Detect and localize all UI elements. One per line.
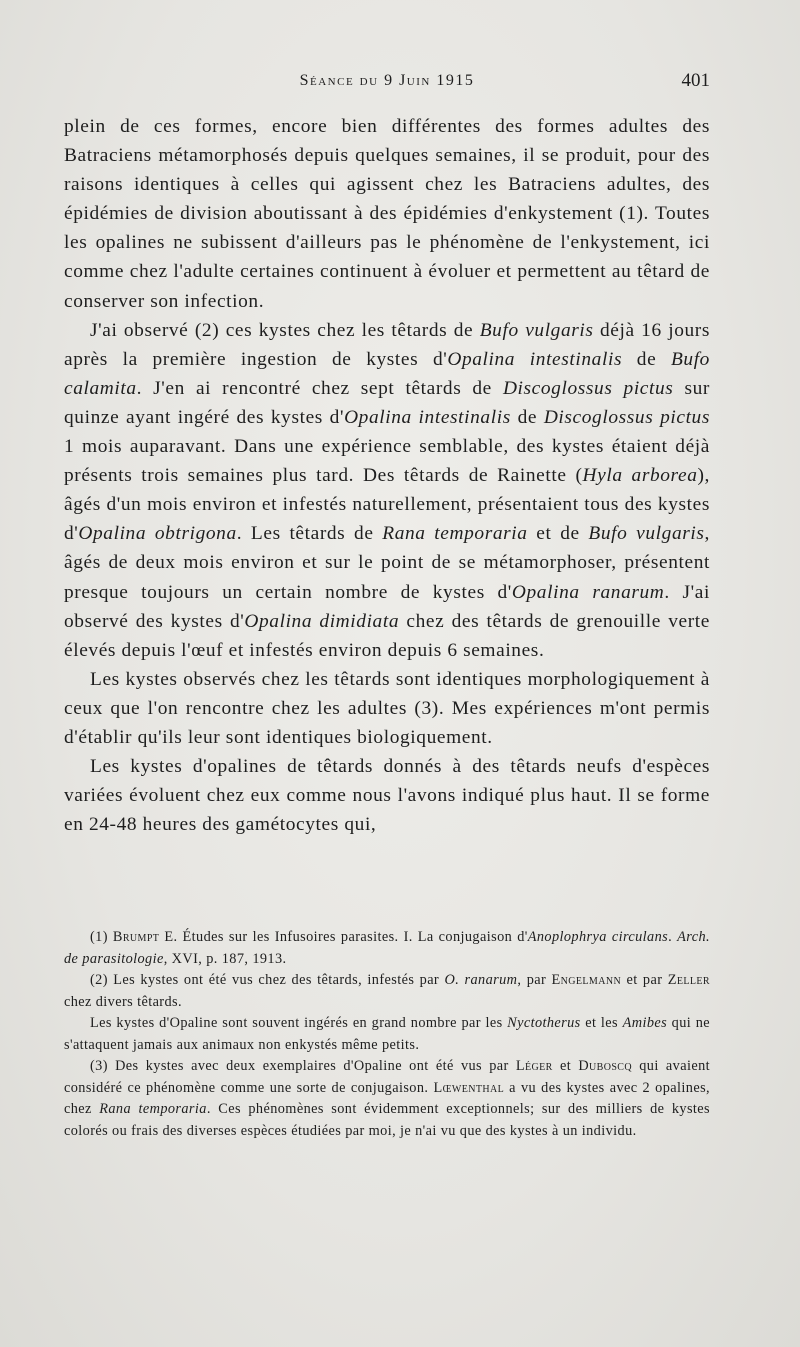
text-run: Les kystes d'opalines de têtards donnés à des têtards neufs d'espèces variées évoluent chez eux comme nous l'avons indiqué plus haut. Il se forme en 24-48 heures des gamétocytes qui, (64, 756, 710, 836)
footnote-2 (64, 970, 710, 1013)
text-run: qui avaient considéré ce phénomène comme une sorte de conjugaison. (64, 1058, 710, 1096)
paragraph-3 (64, 665, 710, 752)
species-name: Opalina intestinalis (344, 406, 511, 428)
species-name: O. ranarum (444, 972, 518, 988)
species-name: Rana temporaria (382, 523, 528, 545)
text-run: E. Études sur les Infusoires parasites. I. La conjugaison d' (159, 929, 528, 945)
text-run: et (552, 1058, 579, 1074)
species-name: Opalina ranarum (511, 581, 665, 603)
text-run: de (510, 406, 544, 428)
text-run: chez des têtards de grenouille verte élevés depuis l'œuf et infestés environ depuis 6 semaines. (64, 610, 710, 661)
footnote-3 (64, 1056, 710, 1142)
text-run: 1 mois auparavant. Dans une expérience semblable, des kystes étaient déjà présents trois semaines plus tard. Des têtards de Rainette ( (64, 436, 710, 487)
page-number: 401 (681, 70, 710, 91)
text-run: . J'ai observé des kystes d' (64, 581, 710, 632)
text-run: qui ne s'attaquent jamais aux animaux non enkystés même petits. (64, 1015, 711, 1053)
text-run: et les (580, 1015, 623, 1031)
species-name: Bufo vulgaris (479, 319, 594, 341)
text-run: (1) (90, 929, 113, 945)
journal-title: Arch. de parasitologie (64, 929, 710, 967)
footnotes (64, 927, 710, 1142)
species-name: Bufo vulgaris (588, 523, 705, 545)
text-run: . Ces phénomènes sont évidemment exceptionnels; sur des milliers de kystes colorés ou frais des diverses espèces étudiées par moi, je n'ai vu que des kystes à un individu. (64, 1101, 710, 1139)
text-run: , âgés de deux mois environ et sur le point de se métamorphoser, présentent presque toujours un certain nombre de kystes d' (64, 523, 710, 603)
text-run: J'ai observé (2) ces kystes chez les têtards de (90, 319, 480, 341)
text-run: (2) Les kystes ont été vus chez des têtards, infestés par (90, 972, 445, 988)
footnote-2-continued (64, 1013, 710, 1056)
text-run: . Les têtards de (236, 523, 383, 545)
author-name: Duboscq (578, 1058, 633, 1074)
text-run: et de (527, 523, 589, 545)
text-run: déjà 16 jours après la première ingestion de kystes d' (64, 319, 710, 370)
author-name: Léger (515, 1058, 553, 1074)
text-run: Les kystes observés chez les têtards sont identiques morphologiquement à ceux que l'on rencontre chez les adultes (3). Mes expériences m'ont permis d'établir qu'ils leur sont identiques biologiquement. (64, 668, 710, 748)
species-name: Bufo calamita (64, 348, 710, 399)
species-name: Rana temporaria (99, 1101, 207, 1117)
genus-name: Nyctotherus (507, 1015, 581, 1031)
paragraph-1 (64, 112, 710, 316)
text-run: de (622, 348, 671, 370)
text-run: chez divers têtards. (64, 993, 182, 1010)
text-run: et par (621, 972, 668, 988)
species-name: Discoglossus pictus (502, 377, 674, 399)
text-run: ), âgés d'un mois environ et infestés naturellement, présentaient tous des kystes d' (64, 465, 711, 545)
paragraph-4 (64, 752, 710, 839)
text-run: . (668, 929, 678, 945)
species-name: Opalina obtrigona (78, 523, 237, 545)
text-run: Les kystes d'Opaline sont souvent ingérés en grand nombre par les (90, 1015, 508, 1031)
text-run: plein de ces formes, encore bien différentes des formes adultes des Batraciens métamorphosés depuis quelques semaines, il se produit, pour des raisons identiques à celles qui agissent chez les Batraciens adultes, des épidémies de division aboutissant à des épidémies d'enkystement (1). Toutes les opalines ne subissent d'ailleurs pas le phénomène de l'enkystement, ici comme chez l'adulte certaines continuent à évoluer et permettent au têtard de conserver son infection. (64, 116, 710, 312)
species-name: Anoplophrya circulans (527, 929, 669, 945)
author-name: Brumpt (112, 929, 160, 945)
species-name: Opalina intestinalis (447, 348, 623, 370)
genus-name: Amibes (622, 1015, 668, 1031)
page-header (64, 72, 710, 100)
text-run: , par (517, 972, 552, 988)
running-title: Séance du 9 Juin 1915 (299, 72, 475, 89)
body-text (64, 112, 710, 839)
author-name: Zeller (667, 972, 710, 988)
footnote-1 (64, 927, 710, 970)
author-name: Lœwenthal (433, 1079, 505, 1096)
text-run: (3) Des kystes avec deux exemplaires d'Opaline ont été vus par (90, 1058, 516, 1074)
species-name: Discoglossus pictus (543, 406, 711, 428)
paragraph-2 (64, 316, 710, 665)
text-run: . J'en ai rencontré chez sept têtards de (136, 377, 503, 399)
species-name: Hyla arborea (582, 465, 698, 487)
text-run: sur quinze ayant ingéré des kystes d' (64, 377, 710, 428)
text-run: a vu des kystes avec 2 opalines, chez (64, 1079, 711, 1117)
author-name: Engelmann (551, 972, 622, 988)
text-run: , XVI, p. 187, 1913. (163, 950, 287, 967)
species-name: Opalina dimidiata (244, 610, 400, 632)
